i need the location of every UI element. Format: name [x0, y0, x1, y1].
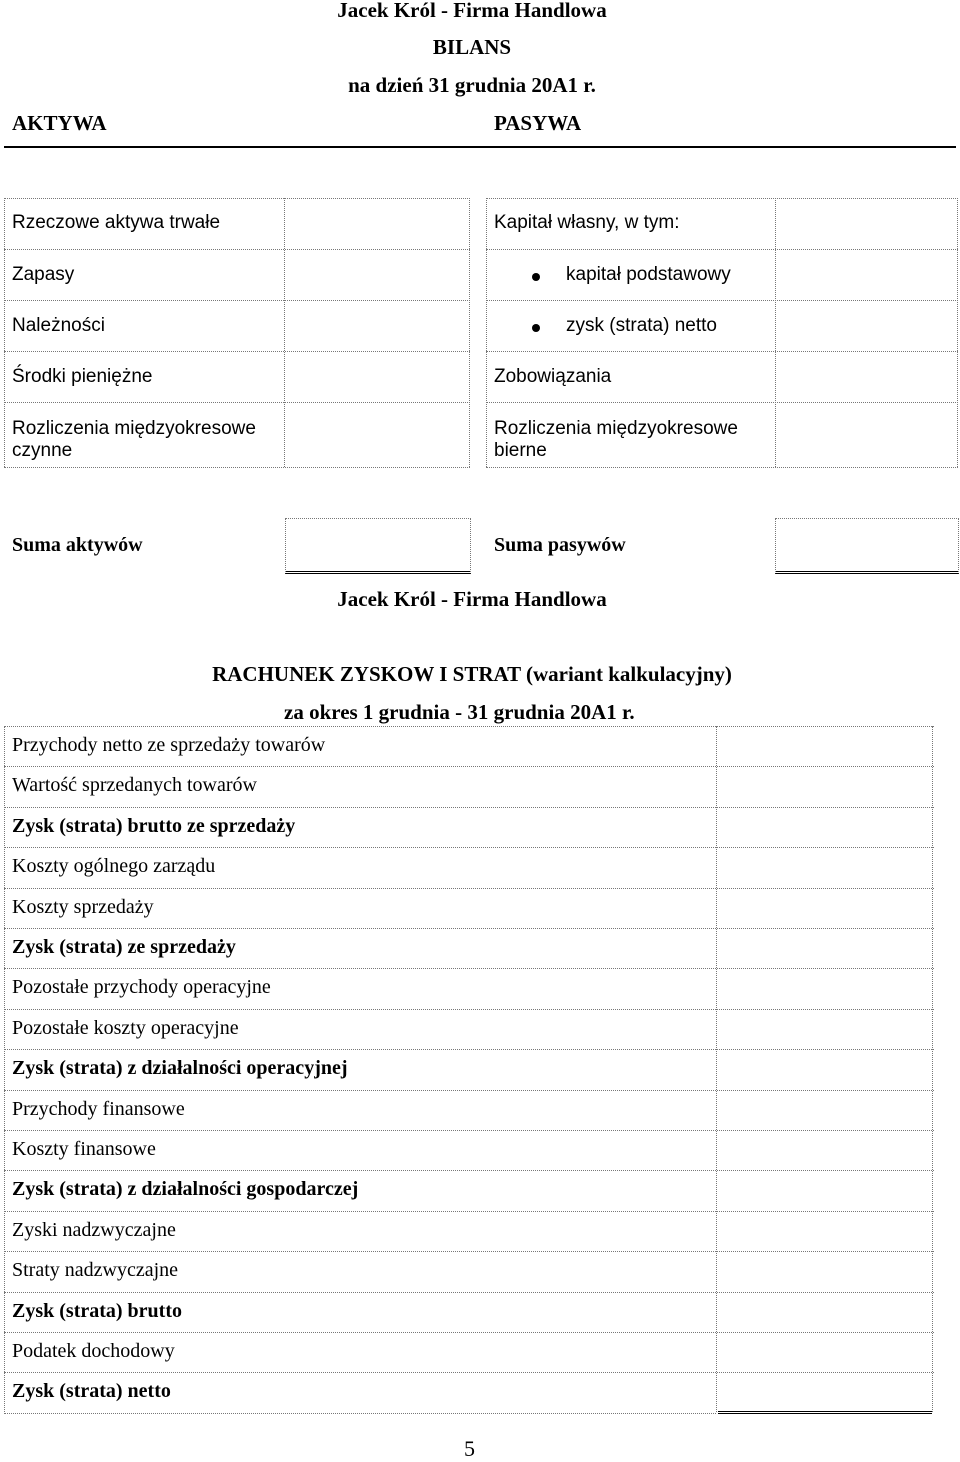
income-row-label: Przychody finansowe: [12, 1097, 185, 1120]
liabilities-header: PASYWA: [494, 111, 582, 135]
balance-company: Jacek Król - Firma Handlowa: [337, 0, 607, 22]
income-row-label: Pozostałe koszty operacyjne: [12, 1016, 239, 1039]
liability-row-label: Zobowiązania: [494, 366, 612, 387]
row-divider: [4, 1413, 716, 1414]
asset-value-cell[interactable]: [286, 200, 468, 247]
income-value-cell[interactable]: [718, 1334, 930, 1370]
income-row-label: Zysk (strata) z działalności gospodarczej: [12, 1178, 359, 1201]
liability-value-cell[interactable]: [777, 353, 956, 400]
row-divider: [4, 1372, 934, 1373]
income-value-cell[interactable]: [718, 849, 930, 885]
row-divider: [4, 1009, 934, 1010]
income-value-cell[interactable]: [718, 930, 930, 966]
income-row-label: Zysk (strata) brutto: [12, 1299, 182, 1322]
row-divider: [4, 968, 934, 969]
income-table: [4, 726, 936, 1414]
row-divider: [4, 726, 934, 727]
liability-row-label: kapitał podstawowy: [566, 264, 731, 285]
row-divider: [4, 1090, 934, 1091]
liability-value-cell[interactable]: [777, 251, 956, 298]
income-row-label: Koszty finansowe: [12, 1138, 156, 1160]
net-result-underline: [718, 1411, 932, 1414]
asset-row-label: Należności: [12, 315, 105, 336]
liability-value-cell[interactable]: [777, 302, 956, 349]
sum-assets-field[interactable]: [285, 518, 471, 574]
asset-value-cell[interactable]: [286, 404, 468, 465]
income-row-label: Zysk (strata) ze sprzedaży: [12, 936, 236, 958]
income-value-cell[interactable]: [718, 1132, 930, 1168]
bullet-icon: [532, 273, 540, 281]
row-divider: [4, 847, 934, 848]
row-divider: [4, 1211, 934, 1212]
income-row-label: Pozostałe przychody operacyjne: [12, 976, 271, 999]
row-divider: [4, 888, 934, 889]
income-title: RACHUNEK ZYSKOW I STRAT (wariant kalkulacyjny): [212, 662, 732, 686]
header-divider: [4, 146, 956, 148]
income-value-cell[interactable]: [718, 809, 930, 845]
income-value-cell[interactable]: [718, 890, 930, 926]
income-value-cell[interactable]: [718, 1253, 930, 1289]
income-period: za okres 1 grudnia - 31 grudnia 20A1 r.: [284, 700, 635, 724]
income-row-label: Zyski nadzwyczajne: [12, 1218, 176, 1241]
income-value-cell[interactable]: [718, 970, 930, 1006]
liability-value-cell[interactable]: [777, 200, 956, 247]
row-divider: [4, 1130, 934, 1131]
bullet-icon: [532, 324, 540, 332]
row-divider: [4, 807, 934, 808]
assets-header: AKTYWA: [12, 111, 107, 135]
income-value-cell[interactable]: [718, 1092, 930, 1128]
row-divider: [4, 1170, 934, 1171]
income-row-label: Zysk (strata) z działalności operacyjnej: [12, 1057, 348, 1080]
sum-liabilities-field[interactable]: [775, 518, 959, 574]
asset-value-cell[interactable]: [286, 353, 468, 400]
liability-row-label: Kapitał własny, w tym:: [494, 212, 680, 233]
income-row-label: Zysk (strata) netto: [12, 1380, 171, 1403]
income-value-cell[interactable]: [718, 1172, 930, 1208]
income-value-cell[interactable]: [718, 1051, 930, 1087]
income-company: Jacek Król - Firma Handlowa: [337, 587, 607, 611]
balance-date: na dzień 31 grudnia 20A1 r.: [348, 73, 596, 97]
income-row-label: Straty nadzwyczajne: [12, 1259, 179, 1282]
asset-row-label: Rozliczenia międzyokresowe czynne: [12, 418, 256, 461]
row-divider: [4, 1251, 934, 1252]
income-row-label: Wartość sprzedanych towarów: [12, 774, 257, 797]
liability-value-cell[interactable]: [777, 404, 956, 465]
income-value-cell[interactable]: [718, 728, 930, 764]
income-row-label: Podatek dochodowy: [12, 1340, 175, 1362]
income-row-label: Koszty sprzedaży: [12, 895, 154, 918]
row-divider: [4, 1332, 934, 1333]
row-divider: [4, 1049, 934, 1050]
row-divider: [4, 928, 934, 929]
asset-value-cell[interactable]: [286, 251, 468, 298]
income-row-label: Koszty ogólnego zarządu: [12, 855, 216, 878]
income-value-cell[interactable]: [718, 768, 930, 804]
income-value-cell[interactable]: [718, 1011, 930, 1047]
sum-assets-label: Suma aktywów: [12, 534, 143, 556]
income-row-label: Przychody netto ze sprzedaży towarów: [12, 734, 326, 756]
asset-row-label: Zapasy: [12, 264, 75, 285]
page-number: 5: [464, 1436, 475, 1461]
income-value-cell[interactable]: [718, 1294, 930, 1330]
balance-title: BILANS: [432, 35, 512, 59]
liability-row-label: Rozliczenia międzyokresowe bierne: [494, 418, 738, 461]
asset-row-label: Środki pieniężne: [12, 366, 153, 387]
asset-value-cell[interactable]: [286, 302, 468, 349]
income-row-label: Zysk (strata) brutto ze sprzedaży: [12, 814, 296, 837]
income-value-cell[interactable]: [718, 1213, 930, 1249]
sum-liabilities-label: Suma pasywów: [494, 534, 626, 556]
income-value-cell[interactable]: [718, 1374, 930, 1410]
asset-row-label: Rzeczowe aktywa trwałe: [12, 212, 221, 233]
row-divider: [4, 1292, 934, 1293]
liability-row-label: zysk (strata) netto: [566, 315, 717, 336]
row-divider: [4, 766, 934, 767]
